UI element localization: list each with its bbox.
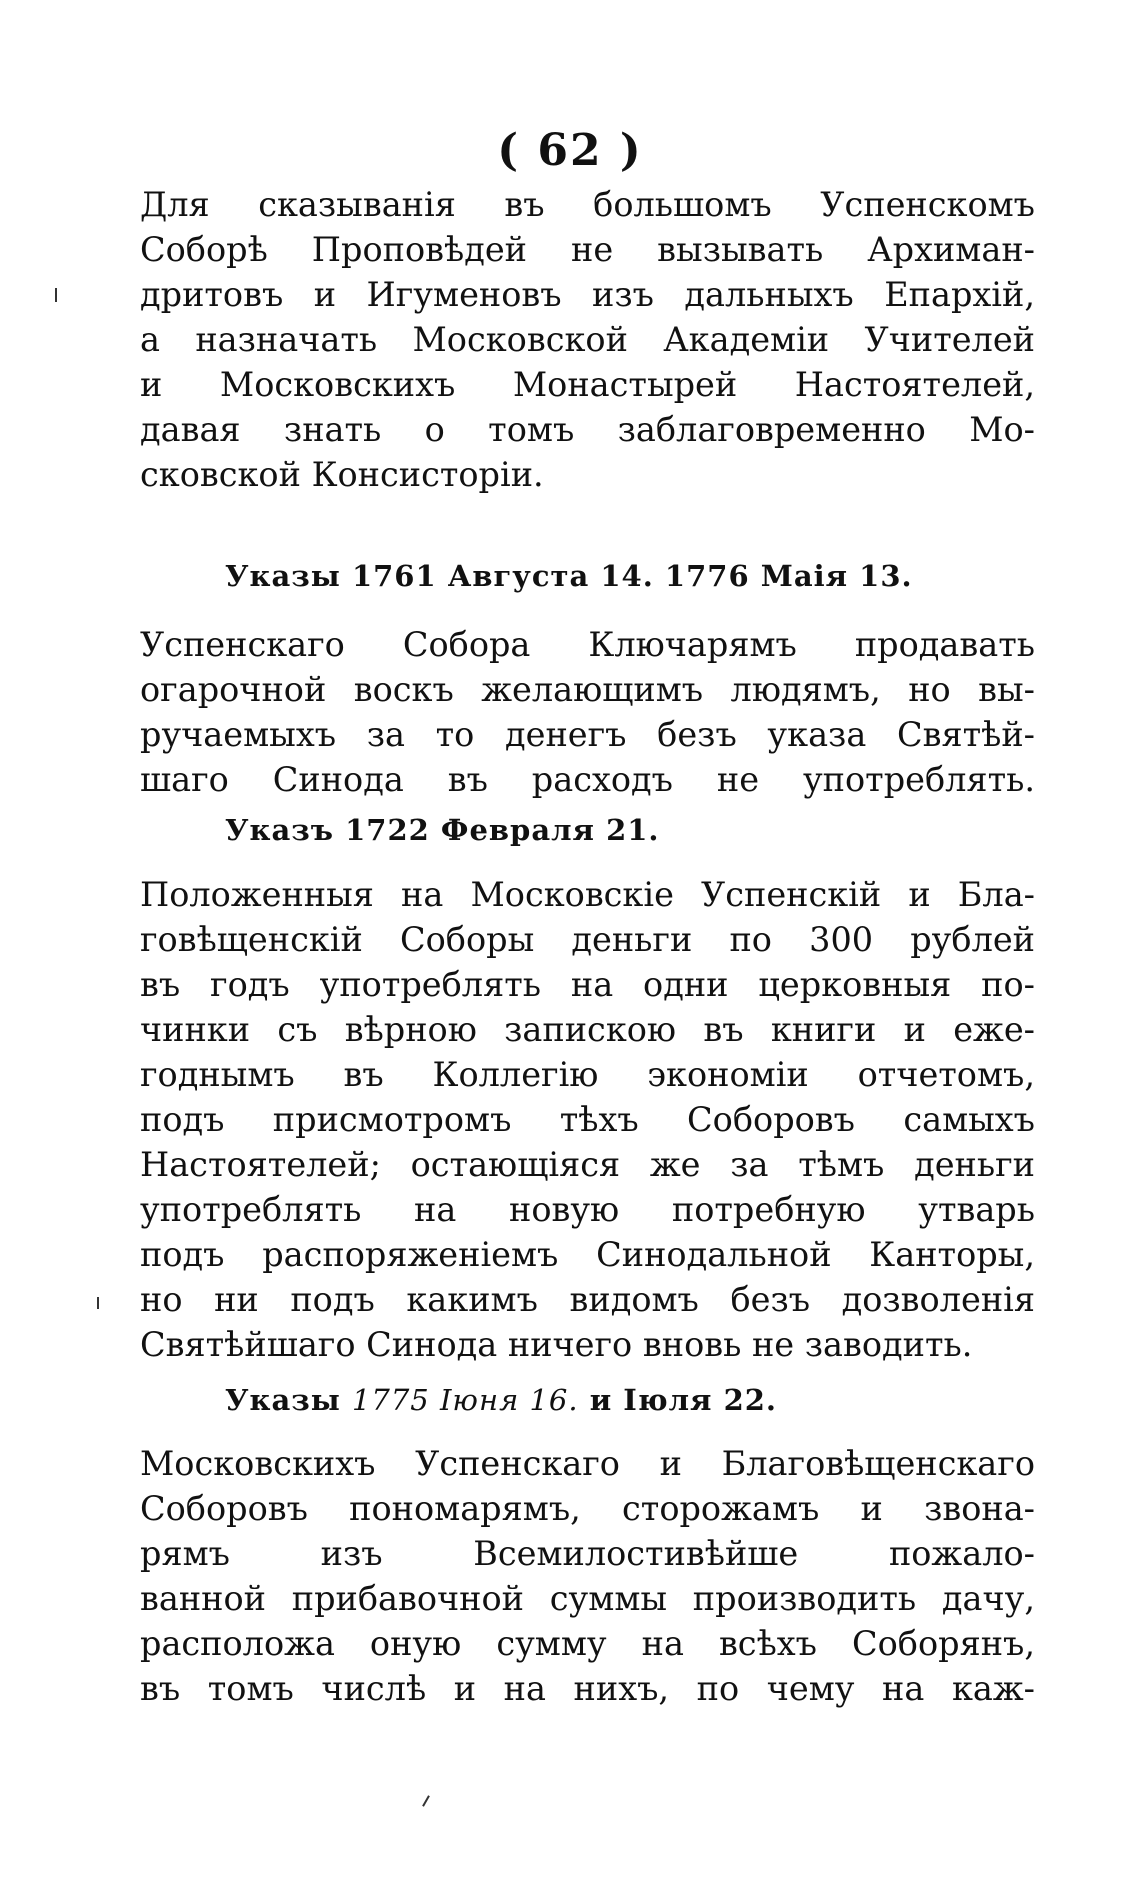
text-line: сковской Консисторіи. <box>140 455 544 494</box>
text-line: подъ распоряженіемъ Синодальной Канторы, <box>140 1235 1035 1274</box>
text-line: расположа оную сумму на всѣхъ Соборянъ, <box>140 1624 1035 1663</box>
text-line: Успенскаго Собора Ключарямъ продавать <box>140 625 1035 664</box>
text-line: давая знать о томъ заблаговременно Мо- <box>140 410 1035 449</box>
text-line: Московскихъ Успенскаго и Благовѣщенскаго <box>140 1444 1035 1483</box>
decree-reference-2: Указъ 1722 Февраля 21. <box>225 813 660 847</box>
decree-reference-3 <box>225 1380 777 1420</box>
text-line: чинки съ вѣрною запискою въ книги и еже- <box>140 1010 1035 1049</box>
text-line: въ томъ числѣ и на нихъ, по чему на каж- <box>140 1669 1035 1708</box>
decree-reference-suffix: и Іюля 22. <box>578 1383 778 1417</box>
paragraph-2 <box>140 622 1035 802</box>
text-line: Соборовъ пономарямъ, сторожамъ и звона- <box>140 1489 1035 1528</box>
text-line: ванной прибавочной суммы производить дачу, <box>140 1579 1035 1618</box>
scan-mark <box>422 1795 430 1806</box>
text-line: и Московскихъ Монастырей Настоятелей, <box>140 365 1035 404</box>
paragraph-1 <box>140 182 1035 497</box>
text-line: говѣщенскій Соборы деньги по 300 рублей <box>140 920 1035 959</box>
text-line: рямъ изъ Всемилостивѣйше пожало- <box>140 1534 1035 1573</box>
decree-reference-date: 1775 Іюня 16. <box>351 1383 579 1417</box>
text-line: Настоятелей; остающіяся же за тѣмъ деньги <box>140 1145 1035 1184</box>
text-line: огарочной воскъ желающимъ людямъ, но вы- <box>140 670 1035 709</box>
text-line: ручаемыхъ за то денегъ безъ указа Святѣй- <box>140 715 1035 754</box>
text-line: Святѣйшаго Синода ничего вновь не заводить. <box>140 1325 973 1364</box>
text-line: шаго Синода въ расходъ не употреблять. <box>140 760 1035 799</box>
scan-mark <box>97 1297 99 1309</box>
text-line: въ годъ употреблять на одни церковныя по- <box>140 965 1035 1004</box>
text-line: дритовъ и Игуменовъ изъ дальныхъ Епархій, <box>140 275 1035 314</box>
text-line: Соборѣ Проповѣдей не вызывать Архиман- <box>140 230 1035 269</box>
text-line: Для сказыванія въ большомъ Успенскомъ <box>140 185 1035 224</box>
text-line: употреблять на новую потребную утварь <box>140 1190 1035 1229</box>
text-line: годнымъ въ Коллегію экономіи отчетомъ, <box>140 1055 1035 1094</box>
scan-mark <box>55 288 57 302</box>
decree-reference-prefix: Указы <box>225 1383 352 1417</box>
decree-reference-1: Указы 1761 Августа 14. 1776 Маія 13. <box>225 559 913 593</box>
paragraph-3 <box>140 872 1035 1367</box>
text-line: подъ присмотромъ тѣхъ Соборовъ самыхъ <box>140 1100 1035 1139</box>
page-number: ( 62 ) <box>497 125 643 176</box>
text-line: Положенныя на Московскіе Успенскій и Бла- <box>140 875 1035 914</box>
text-line: но ни подъ какимъ видомъ безъ дозволенія <box>140 1280 1035 1319</box>
paragraph-4 <box>140 1441 1035 1711</box>
text-line: а назначать Московской Академіи Учителей <box>140 320 1035 359</box>
